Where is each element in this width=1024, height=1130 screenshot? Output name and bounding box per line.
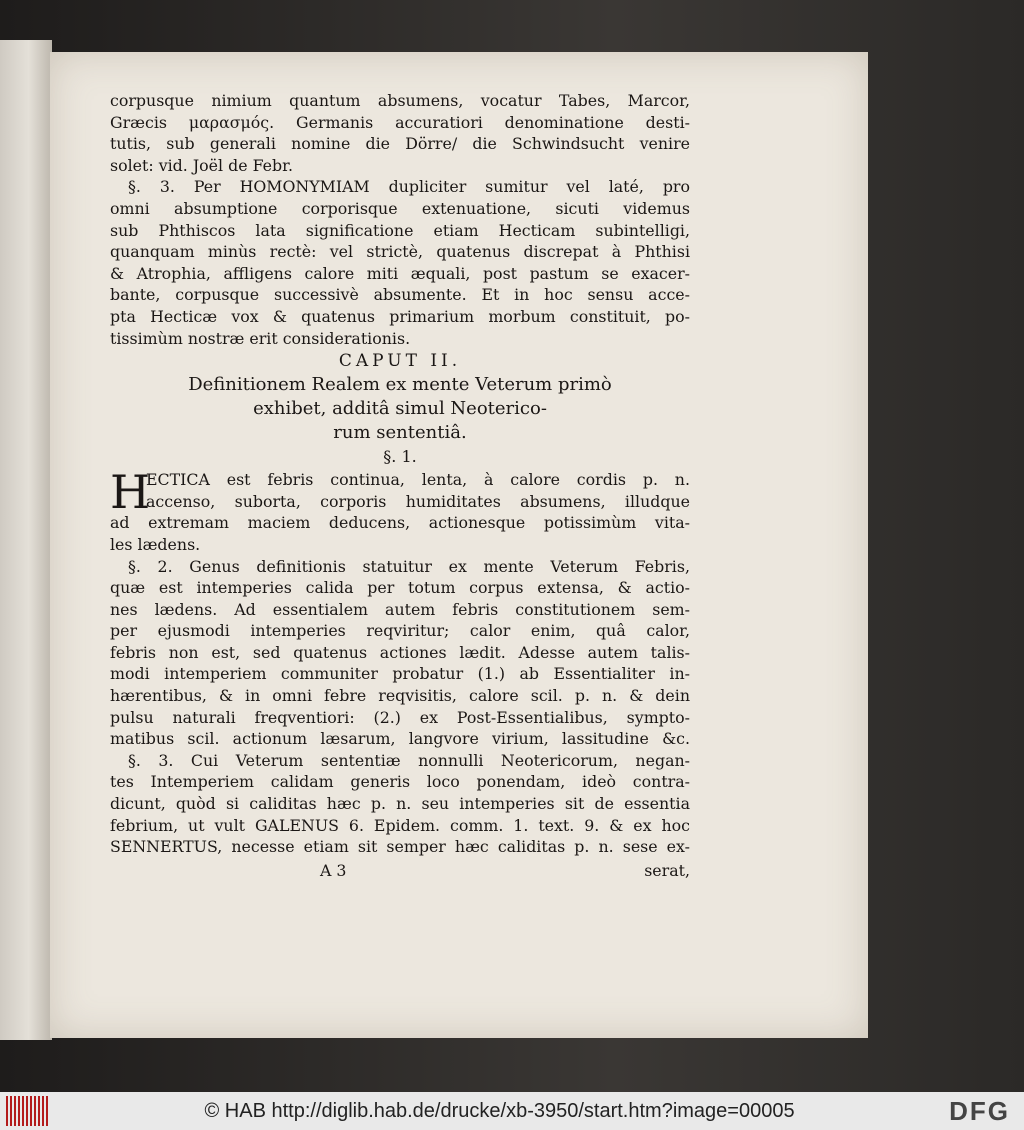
text-line: quæ est intemperies calida per totum corpus extensa, & actio- [110,578,690,598]
catchword: serat, [644,860,690,880]
text-line: bante, corpusque successivè absumente. Et in hoc sensu acce- [110,285,690,305]
page-text [110,90,690,881]
section-number: §. 1. [383,447,417,467]
text-line: dicunt, quòd si caliditas hæc p. n. seu intemperies sit de essentia [110,794,690,814]
definition-text: ECTICA est febris continua, lenta, à calore cordis p. n. [146,470,690,490]
chapter-heading-line: exhibet, additâ simul Neoterico- [253,398,547,420]
definition-line: accenso, suborta, corporis humiditates absumens, illudque [146,491,690,511]
text-line: SENNERTUS, necesse etiam sit semper hæc caliditas p. n. sese ex- [110,837,690,857]
text-line: pta Hecticæ vox & quatenus primarium morbum constituit, po- [110,306,690,326]
text-line: nes lædens. Ad essentialem autem febris constitutionem sem- [110,599,690,619]
text-line: §. 3. Cui Veterum sententiæ nonnulli Neotericorum, negan- [128,750,690,770]
definition-line: les lædens. [110,534,201,554]
chapter-title: CAPUT II. [338,351,462,372]
text-line: & Atrophia, affligens calore miti æquali, post pastum se exacer- [110,263,690,283]
text-line: pulsu naturali freqventiori: (2.) ex Post-Essentialibus, sympto- [110,707,690,727]
text-line: febris non est, sed quatenus actiones lædit. Adesse autem talis- [110,642,690,662]
book-page [50,52,868,1038]
chapter-heading-line: rum sententiâ. [333,422,467,444]
text-line: omni absumptione corporisque extenuatione, sicuti videmus [110,198,690,218]
source-url[interactable]: © HAB http://diglib.hab.de/drucke/xb-3950/start.htm?image=00005 [204,1099,795,1122]
page-footer-line [110,860,690,882]
text-line: febrium, ut vult GALENUS 6. Epidem. comm. 1. text. 9. & ex hoc [110,815,690,835]
text-line: corpusque nimium quantum absumens, vocatur Tabes, Marcor, [110,91,690,110]
chapter-heading-line: Definitionem Realem ex mente Veterum primò [188,374,612,396]
adjacent-page-edge [0,40,52,1040]
text-line: tes Intemperiem calidam generis loco ponendam, ideò contra- [110,772,690,792]
text-line: matibus scil. actionum læsarum, langvore virium, lassitudine &c. [110,729,690,749]
text-line: modi intemperiem communiter probatur (1.) ab Essentialiter in- [110,664,690,684]
text-line: Græcis μαρασμός. Germanis accuratiori denominatione desti- [110,112,690,132]
text-line: §. 2. Genus definitionis statuitur ex mente Veterum Febris, [128,556,690,576]
text-line: hærentibus, & in omni febre reqvisitis, calore scil. p. n. & dein [110,686,690,706]
text-line: quanquam minùs rectè: vel strictè, quatenus discrepat à Phthisi [110,242,690,262]
text-line: solet: vid. Joël de Febr. [110,155,293,175]
text-line: tutis, sub generali nomine die Dörre/ die Schwindsucht venire [110,134,690,154]
drop-cap: H [110,465,151,520]
text-line: tissimùm nostræ erit considerationis. [110,328,411,348]
text-line: §. 3. Per HOMONYMIAM dupliciter sumitur vel laté, pro [128,177,690,197]
viewer-footer [0,1092,1024,1130]
text-line: per ejusmodi intemperies reqviritur; calor enim, quâ calor, [110,621,690,641]
definition-line: ad extremam maciem deducens, actionesque potissimùm vita- [110,513,690,533]
signature-mark: A 3 [320,860,347,880]
hab-logo-icon[interactable] [6,1096,50,1126]
dfg-logo[interactable]: DFG [949,1095,1010,1126]
text-line: sub Phthiscos lata significatione etiam Hecticam subintelligi, [110,220,690,240]
